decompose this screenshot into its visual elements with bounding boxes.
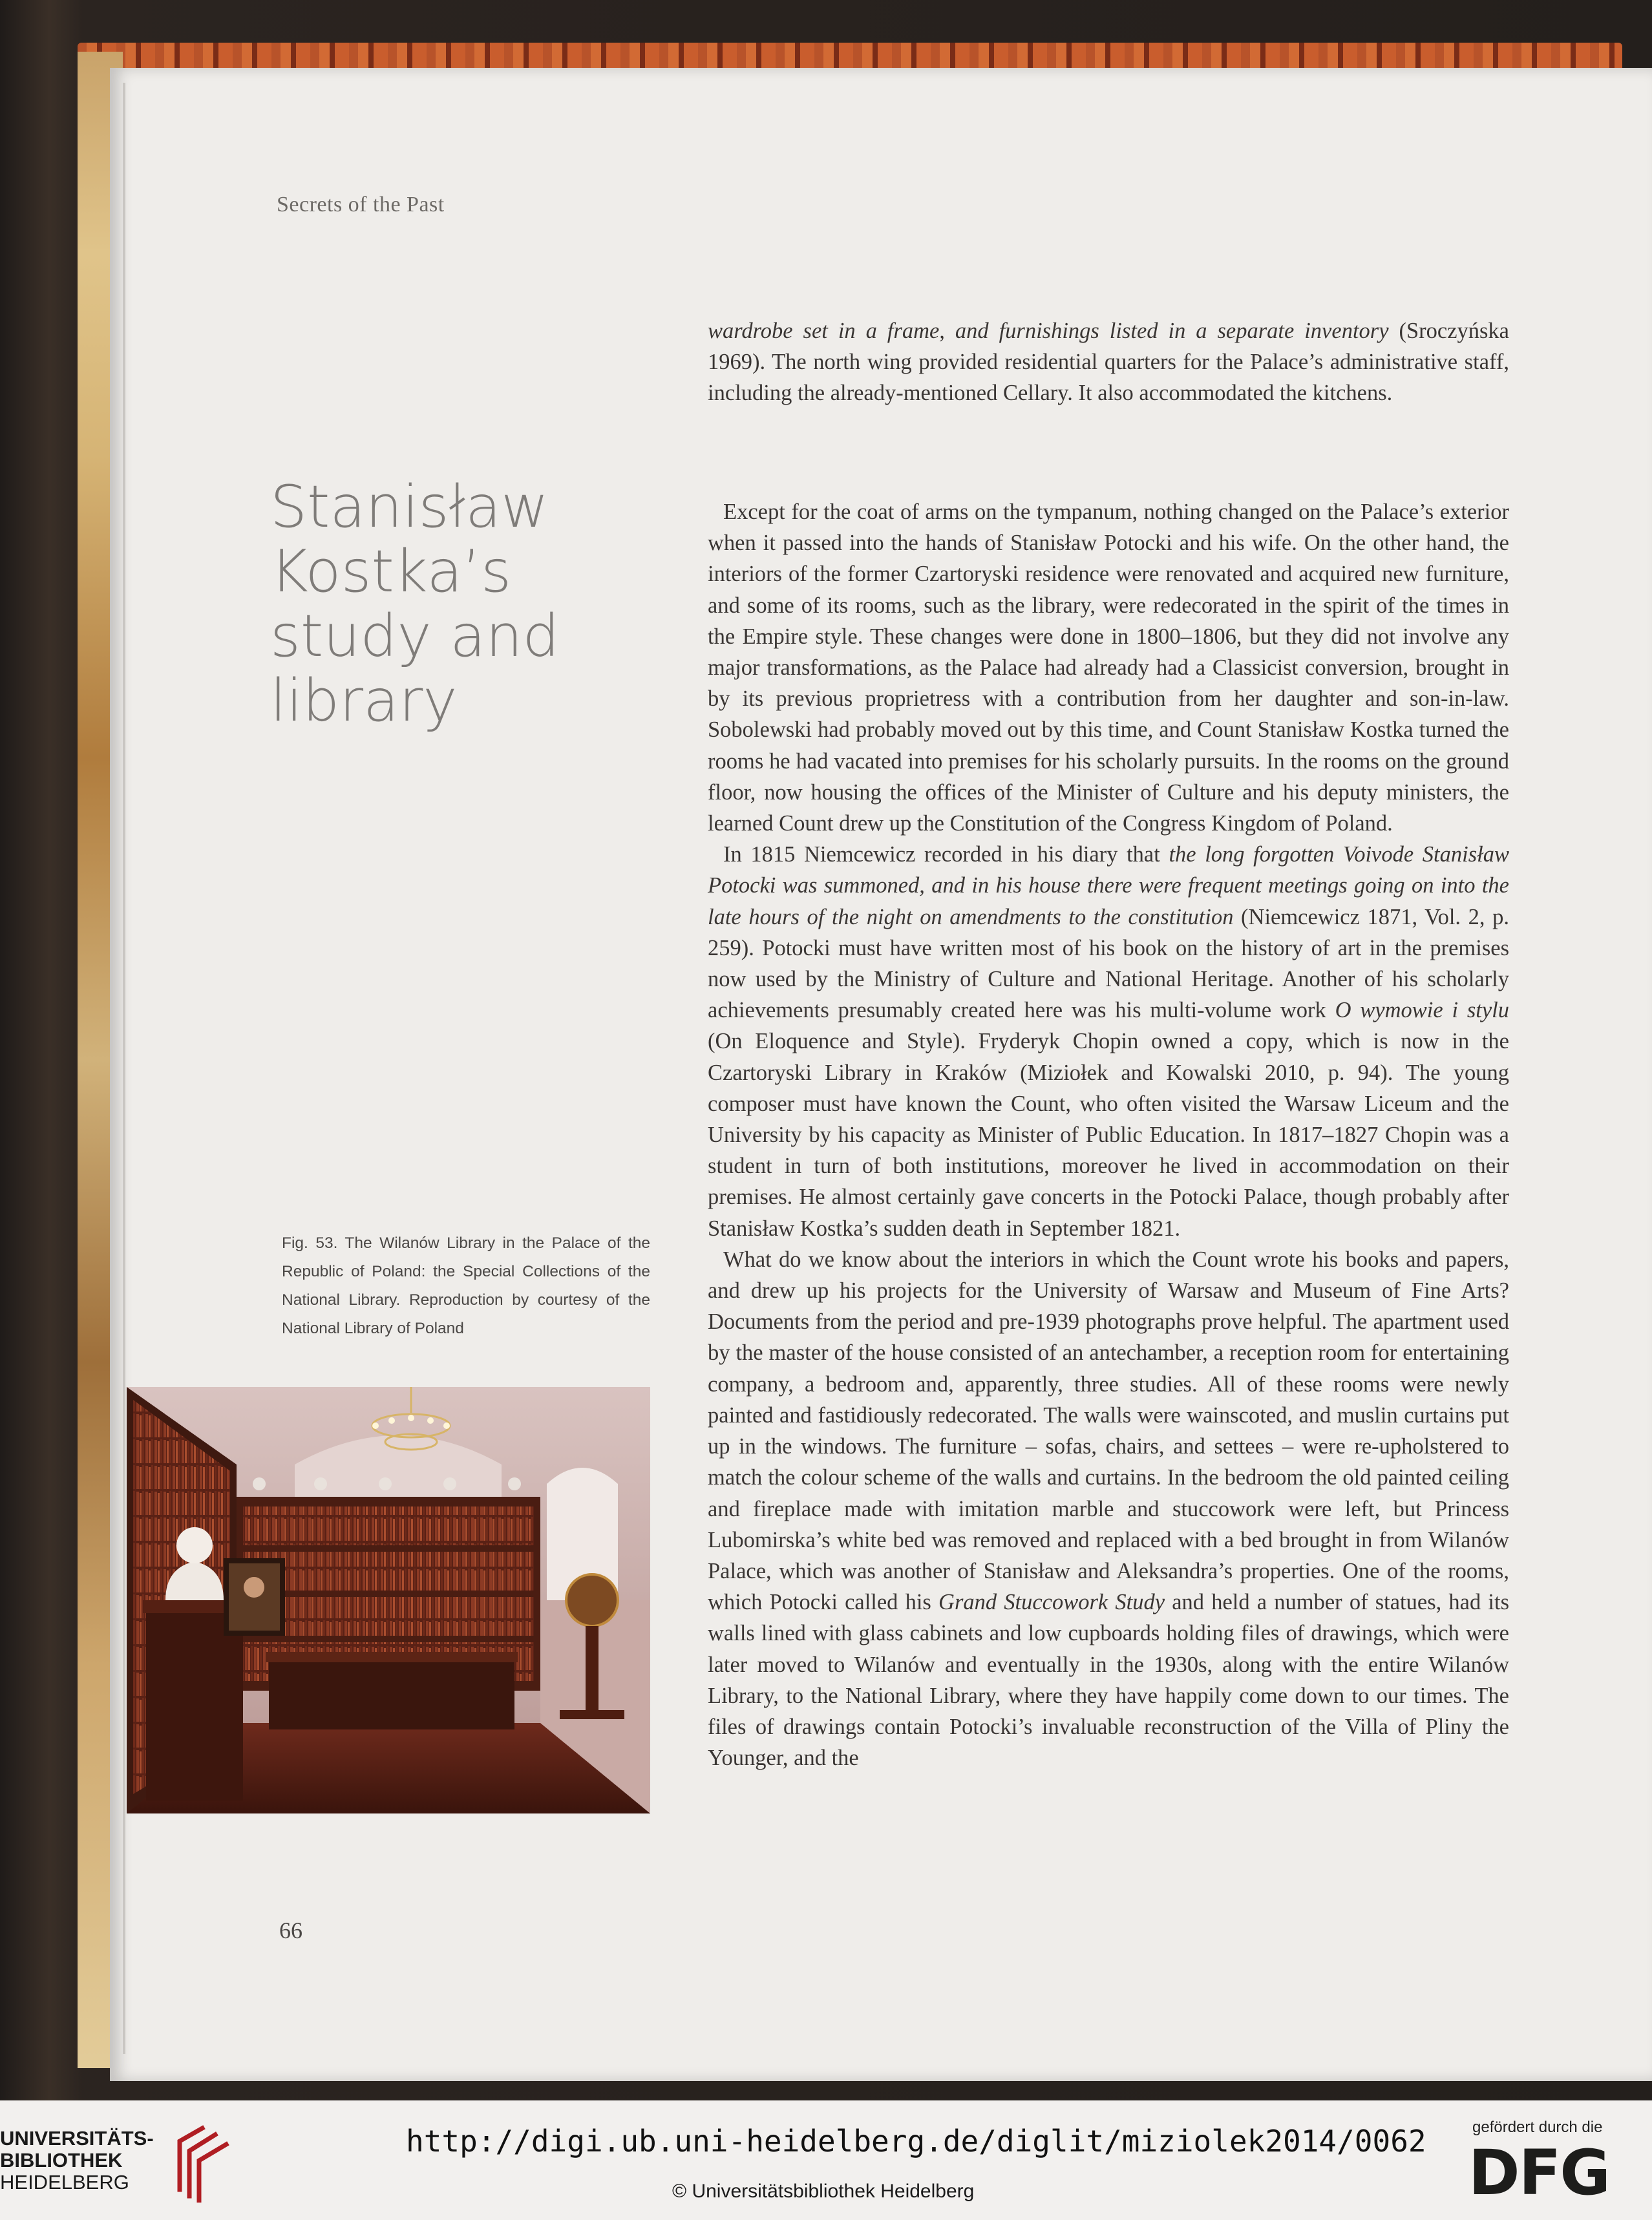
paragraph bbox=[708, 1244, 1509, 1773]
copyright-notice: © Universitätsbibliothek Heidelberg bbox=[672, 2181, 975, 2202]
library-photo-illustration bbox=[127, 1387, 650, 1813]
section-title-line: Stanisław bbox=[270, 473, 549, 541]
university-library-logo-icon bbox=[167, 2119, 231, 2203]
section-title-line: study and bbox=[270, 602, 560, 670]
body-text-main bbox=[708, 496, 1509, 1773]
text-span: What do we know about the interiors in which the Count wrote his books and papers, and drew up his projects for the University of Warsaw and Museum of Fine Arts? Documents from the period and pre-1939 photographs prove helpful. The apartment used by the master of the house consisted of an antechamber, a reception room for entertaining company, a bedroom and, apparently, three studies. All of these rooms were newly painted and fastidiously redecorated. The walls were wainscoted, and muslin curtains put up in the windows. The furniture – sofas, chairs, and settees – were re-upholstered to match the colour scheme of the walls and curtains. In the bedroom the old painted ceiling and fireplace made with imitation marble and stuccowork were left, but Princess Lubomirska’s white bed was removed and replaced with a bed brought in from Wilanów Palace, which was another of Stanisław and Aleksandra’s properties. One of the rooms, which Potocki called his bbox=[708, 1247, 1509, 1615]
running-head: Secrets of the Past bbox=[277, 193, 445, 217]
text-span: In 1815 Niemcewicz recorded in his diary that bbox=[723, 842, 1169, 867]
italic-span: Grand Stuccowork Study bbox=[938, 1590, 1165, 1615]
library-name-line: UNIVERSITÄTS- bbox=[0, 2127, 154, 2150]
text-span: (Niemcewicz 1871, Vol. 2, p. 259). Potocki must have written most of his book on the history of art in the premises now used by the Ministry of Culture and National Heritage. Another of his scholarly achievements presumably created here was his multi-volume work bbox=[708, 904, 1509, 1023]
funded-by-label: gefördert durch die bbox=[1472, 2119, 1603, 2136]
permalink-url[interactable]: http://digi.ub.uni-heidelberg.de/diglit/miziolek2014/0062 bbox=[406, 2124, 1426, 2159]
section-title bbox=[270, 475, 632, 734]
italic-span: O wymowie i stylu bbox=[1335, 998, 1509, 1023]
page-number: 66 bbox=[279, 1918, 302, 1943]
text-span: (On Eloquence and Style). Fryderyk Chopin owned a copy, which is now in the Czartoryski Library in Kraków (Miziołek and Kowalski 2010, p. 94). The young composer must have known the Count, who often visited the Warsaw Liceum and the University by his capacity as Minister of Public Education. In 1817–1827 Chopin was a student in turn of both institutions, moreover he lived in accommodation on their premises. He almost certainly gave concerts in the Potocki Palace, though probably after Stanisław Kostka’s sudden death in September 1821. bbox=[708, 1029, 1509, 1241]
figure-caption: Fig. 53. The Wilanów Library in the Palace of the Republic of Poland: the Special Collections of the National Library. Reproduction by courtesy of the National Library of Poland bbox=[282, 1234, 650, 1337]
library-name-line: HEIDELBERG bbox=[0, 2171, 129, 2194]
paragraph bbox=[708, 839, 1509, 1244]
library-photograph bbox=[127, 1387, 650, 1813]
section-title-line: library bbox=[270, 667, 458, 735]
library-name-line: BIBLIOTHEK bbox=[0, 2149, 123, 2172]
library-name bbox=[0, 2128, 154, 2194]
section-title-line: Kostka’s bbox=[270, 538, 511, 606]
body-text-intro bbox=[708, 315, 1509, 409]
paragraph bbox=[708, 315, 1509, 409]
paragraph: Except for the coat of arms on the tympanum, nothing changed on the Palace’s exterior when it passed into the hands of Stanisław Potocki and his wife. On the other hand, the interiors of the former Czartoryski residence were renovated and acquired new furniture, and some of its rooms, such as the library, were redecorated in the spirit of the times in the Empire style. These changes were done in 1800–1806, but they did not involve any major transformations, as the Palace had already had a Classicist conversion, brought in by its previous proprietress with a contribution from her daughter and son-in-law. Sobolewski had probably moved out by this time, and Count Stanisław Kostka turned the rooms he had vacated into premises for his scholarly pursuits. In the rooms on the ground floor, now housing the offices of the Minister of Culture and his deputy ministers, the learned Count drew up the Constitution of the Congress Kingdom of Poland. bbox=[708, 500, 1509, 836]
italic-span: wardrobe set in a frame, and furnishings listed in a separate inventory bbox=[708, 319, 1389, 343]
dfg-logo: DFG bbox=[1468, 2137, 1610, 2209]
book-page-edges-top bbox=[78, 43, 1622, 71]
text-span: and held a number of statues, had its walls lined with glass cabinets and low cupboards holding files of drawings, which were later moved to Wilanów and eventually in the 1930s, along with the entire Wilanów Library, to the National Library, where they have happily come down to our times. The files of drawings contain Potocki’s invaluable reconstruction of the Villa of Pliny the Younger, and the bbox=[708, 1590, 1509, 1771]
page-gutter-line bbox=[123, 83, 125, 2054]
text-span: (Sroczyńska 1969). The north wing provided residential quarters for the Palace’s administrative staff, including the already-mentioned Cellary. It also accommodated the kitchens. bbox=[708, 319, 1509, 406]
italic-span: the long forgotten Voivode Stanisław Potocki was summoned, and in his house there were frequent meetings going on into the late hours of the night on amendments to the constitution bbox=[708, 842, 1509, 929]
viewer-footer bbox=[0, 2100, 1652, 2220]
